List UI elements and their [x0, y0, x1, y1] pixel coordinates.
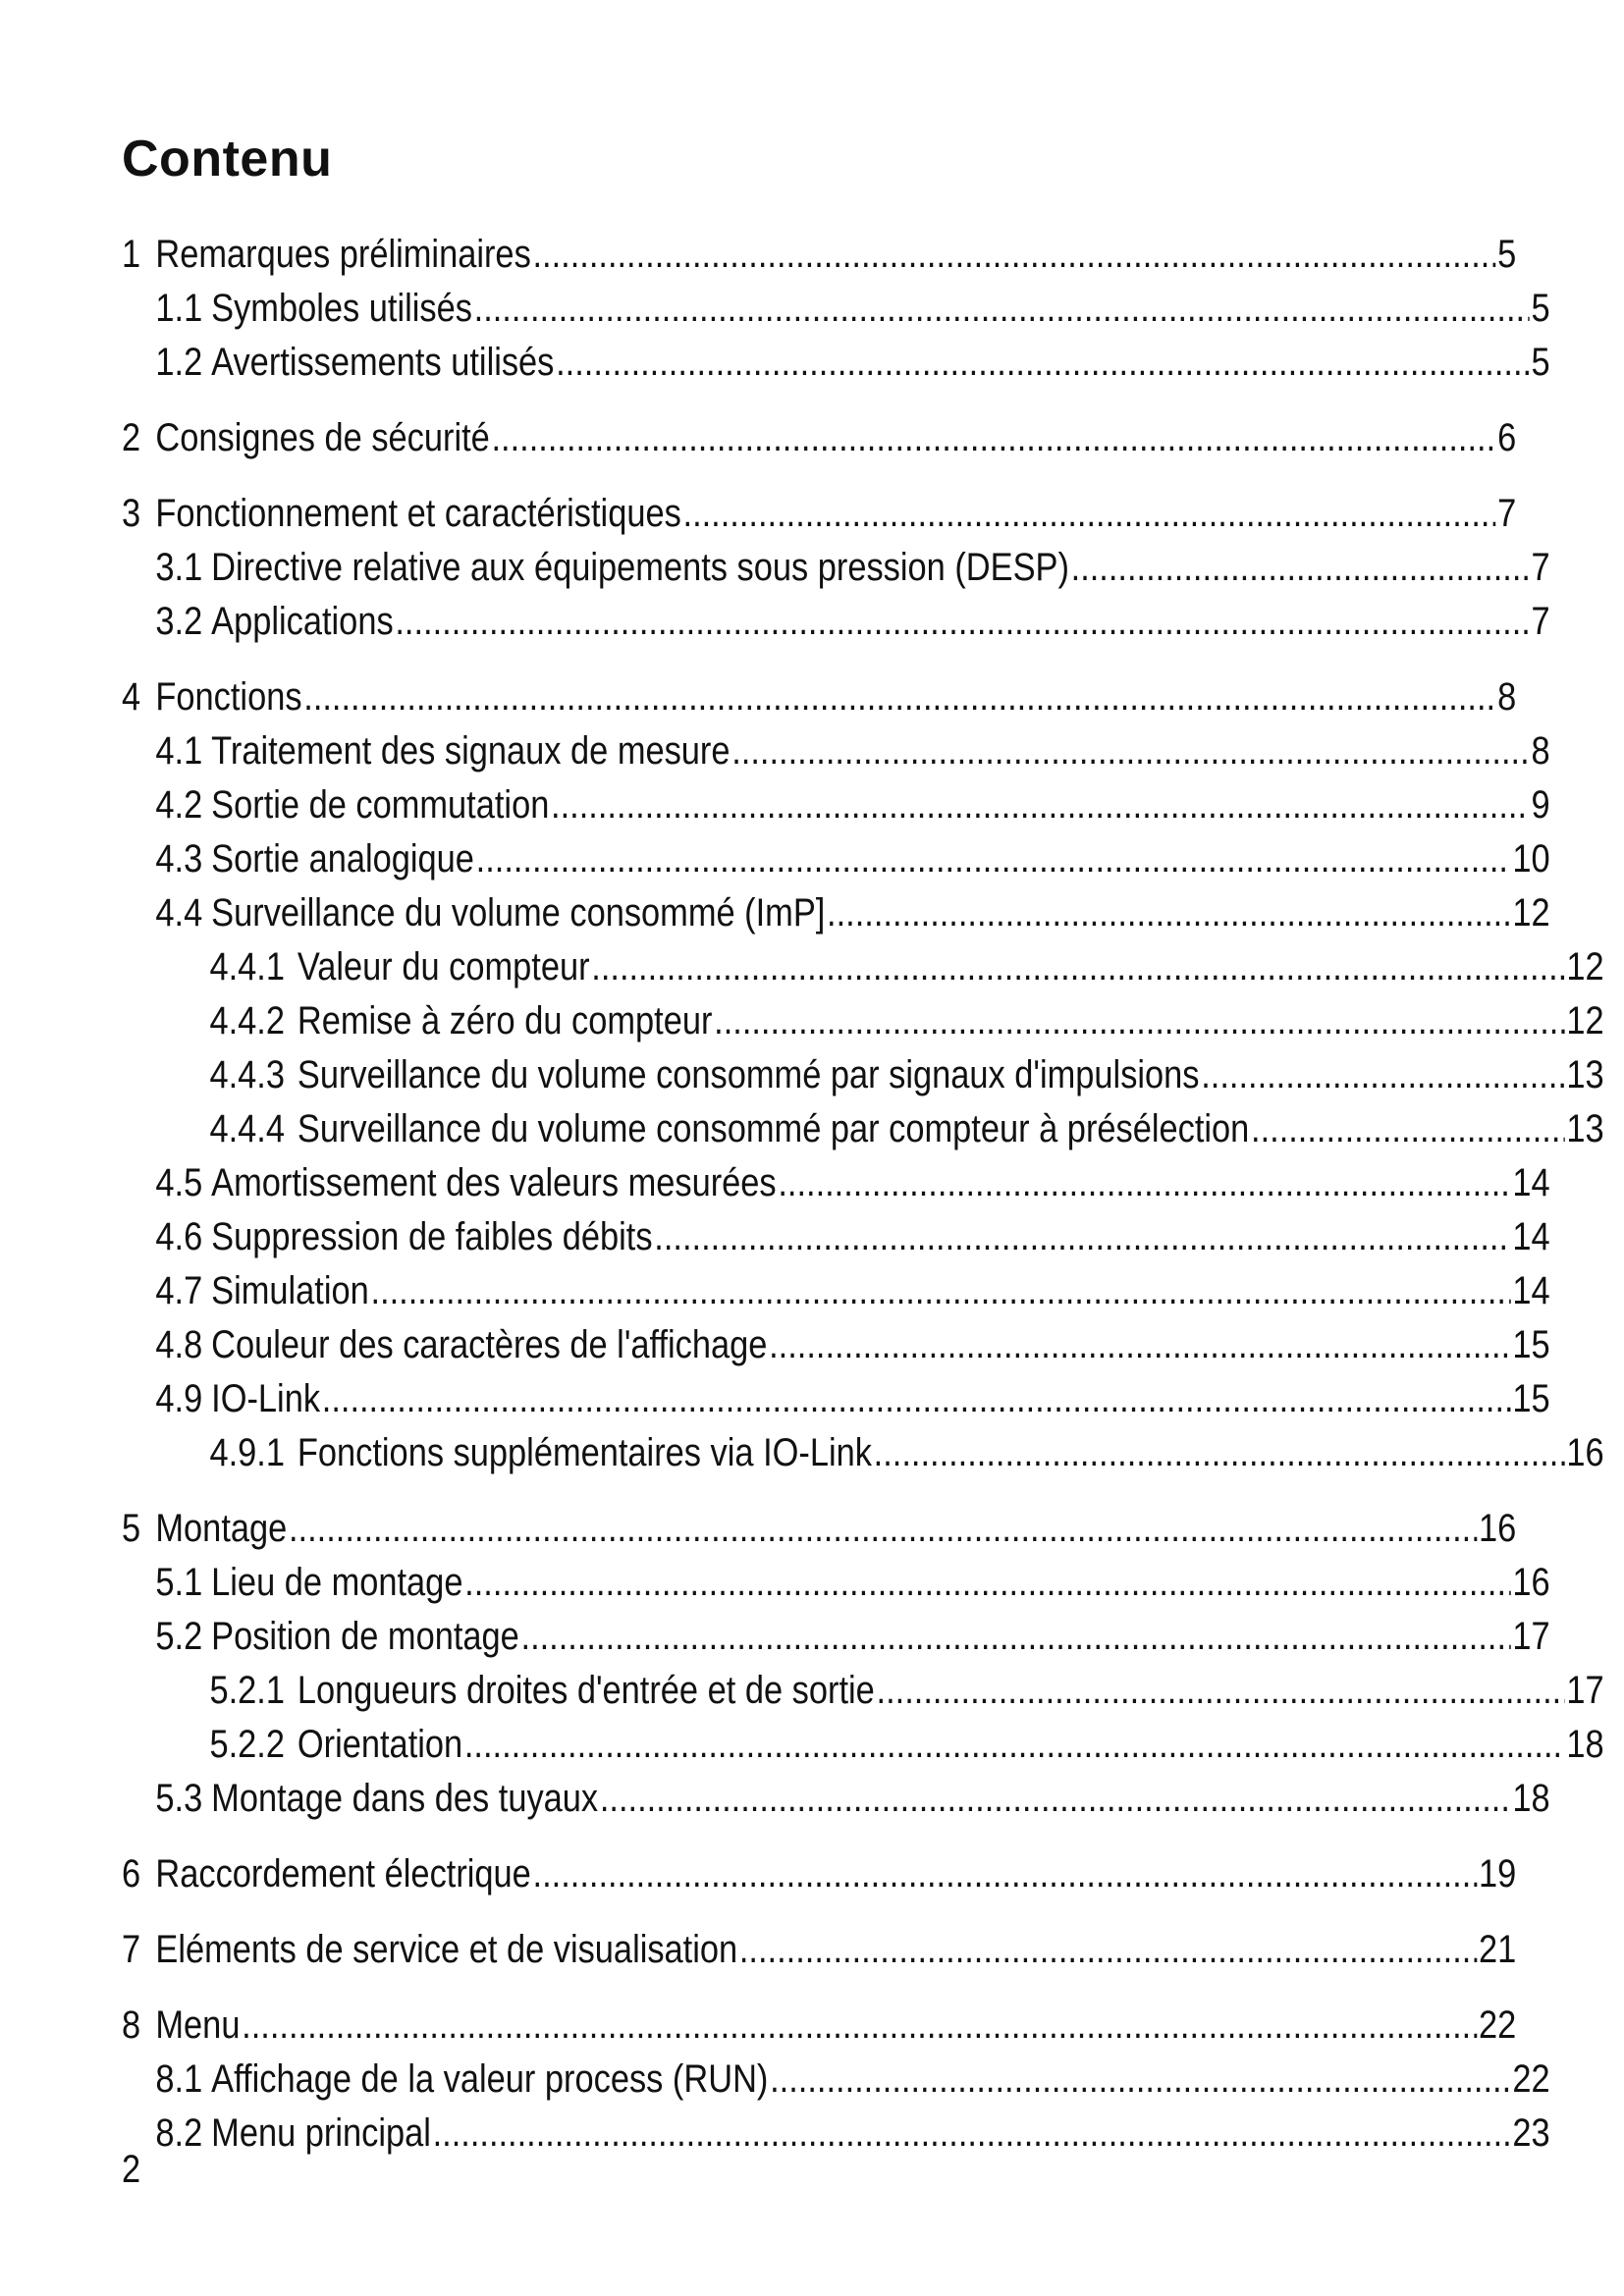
toc-entry-page: 6: [1497, 416, 1517, 459]
toc-entry-page: 8: [1497, 675, 1517, 719]
toc-entry-page: 17: [1512, 1615, 1550, 1658]
toc-dot-leader: [1251, 1102, 1565, 1156]
toc-dot-leader: [474, 282, 1530, 336]
toc-entry-number: 4.2: [155, 783, 203, 827]
toc-entry-page: 13: [1566, 1053, 1604, 1096]
toc-entry-label: Avertissements utilisés: [211, 341, 555, 384]
toc-entry-page: 5: [1531, 341, 1550, 384]
toc-dot-leader: [769, 1318, 1511, 1372]
toc-dot-leader: [533, 1847, 1478, 1901]
toc-dot-leader: [289, 1502, 1477, 1556]
toc-entry-label: Longueurs droites d'entrée et de sortie: [297, 1669, 875, 1712]
toc-entry-label: Symboles utilisés: [211, 287, 472, 330]
toc-entry-4-4-2[interactable]: [122, 994, 1604, 1048]
toc-dot-leader: [739, 1923, 1477, 1977]
toc-entry-2[interactable]: [122, 411, 1516, 465]
toc-entry-label: Montage dans des tuyaux: [211, 1777, 599, 1820]
toc-entry-number: 1.2: [155, 341, 203, 384]
page-number: 2: [122, 2148, 141, 2191]
toc-entry-page: 22: [1512, 2057, 1550, 2101]
toc-entry-page: 8: [1531, 729, 1550, 773]
toc-entry-page: 16: [1478, 1507, 1517, 1550]
toc-entry-number: 3: [122, 492, 141, 535]
toc-entry-page: 5: [1497, 233, 1517, 276]
toc-entry-number: 4.5: [155, 1161, 203, 1204]
toc-entry-label: Sortie analogique: [211, 837, 474, 881]
toc-entry-5-2[interactable]: [122, 1610, 1550, 1664]
toc-entry-4-8[interactable]: [122, 1318, 1550, 1372]
toc-entry-label: Menu: [155, 2003, 241, 2047]
toc-entry-4-9-1[interactable]: [122, 1426, 1604, 1480]
toc-entry-4-4[interactable]: [122, 886, 1550, 940]
toc-entry-number: 6: [122, 1852, 141, 1896]
toc-entry-label: Directive relative aux équipements sous pression (DESP): [211, 546, 1069, 589]
toc-entry-number: 4.4: [155, 891, 203, 934]
toc-entry-number: 4.8: [155, 1323, 203, 1366]
toc-entry-page: 7: [1531, 600, 1550, 643]
toc-dot-leader: [322, 1372, 1511, 1426]
toc-entry-number: 1: [122, 233, 141, 276]
toc-dot-leader: [1071, 541, 1530, 595]
toc-entry-4-4-4[interactable]: [122, 1102, 1604, 1156]
toc-entry-page: 12: [1566, 999, 1604, 1042]
toc-entry-page: 10: [1512, 837, 1550, 881]
toc-entry-label: Montage: [155, 1507, 288, 1550]
toc-dot-leader: [464, 1718, 1565, 1772]
toc-dot-leader: [714, 994, 1565, 1048]
toc-dot-leader: [1201, 1048, 1564, 1102]
toc-entry-number: 5: [122, 1507, 141, 1550]
toc-entry-5-3[interactable]: [122, 1772, 1550, 1826]
toc-entry-5-2-2[interactable]: [122, 1718, 1604, 1772]
toc-entry-page: 12: [1566, 945, 1604, 988]
toc-entry-page: 14: [1512, 1215, 1550, 1258]
toc-entry-page: 15: [1512, 1377, 1550, 1420]
toc-entry-4-1[interactable]: [122, 724, 1550, 778]
toc-entry-1-1[interactable]: [122, 282, 1550, 336]
toc-dot-leader: [778, 1156, 1510, 1210]
toc-entry-label: Orientation: [297, 1723, 463, 1766]
table-of-contents: [122, 228, 1604, 2161]
toc-entry-label: Traitement des signaux de mesure: [211, 729, 731, 773]
toc-entry-label: Eléments de service et de visualisation: [155, 1928, 738, 1971]
toc-entry-5-1[interactable]: [122, 1556, 1550, 1610]
toc-dot-leader: [464, 1556, 1510, 1610]
toc-dot-leader: [600, 1772, 1511, 1826]
toc-entry-page: 16: [1512, 1561, 1550, 1604]
toc-entry-label: Applications: [211, 600, 394, 643]
toc-entry-8-1[interactable]: [122, 2053, 1550, 2107]
toc-dot-leader: [683, 487, 1496, 541]
toc-entry-number: 5.2: [155, 1615, 203, 1658]
toc-dot-leader: [303, 670, 1495, 724]
toc-entry-number: 8.2: [155, 2111, 203, 2155]
toc-entry-label: Menu principal: [211, 2111, 431, 2155]
toc-entry-4-4-3[interactable]: [122, 1048, 1604, 1102]
toc-entry-number: 4.9: [155, 1377, 203, 1420]
toc-entry-number: 5.3: [155, 1777, 203, 1820]
toc-dot-leader: [370, 1264, 1510, 1318]
toc-entry-page: 23: [1512, 2111, 1550, 2155]
toc-entry-page: 15: [1512, 1323, 1550, 1366]
toc-entry-3[interactable]: [122, 487, 1516, 541]
toc-entry-page: 13: [1566, 1107, 1604, 1150]
toc-dot-leader: [521, 1610, 1511, 1664]
toc-dot-leader: [476, 832, 1511, 886]
toc-entry-page: 9: [1531, 783, 1550, 827]
toc-entry-page: 22: [1478, 2003, 1517, 2047]
toc-dot-leader: [242, 1999, 1477, 2053]
toc-entry-label: Affichage de la valeur process (RUN): [211, 2057, 769, 2101]
toc-entry-4-2[interactable]: [122, 778, 1550, 832]
page-title: Contenu: [122, 131, 333, 187]
toc-entry-page: 7: [1497, 492, 1517, 535]
toc-entry-number: 4.4.3: [209, 1053, 285, 1096]
toc-entry-page: 19: [1478, 1852, 1517, 1896]
toc-entry-page: 5: [1531, 287, 1550, 330]
toc-entry-5[interactable]: [122, 1502, 1516, 1556]
toc-entry-5-2-1[interactable]: [122, 1664, 1604, 1718]
toc-entry-number: 4.7: [155, 1269, 203, 1312]
toc-dot-leader: [827, 886, 1511, 940]
toc-entry-number: 1.1: [155, 287, 203, 330]
toc-entry-label: Valeur du compteur: [297, 945, 590, 988]
toc-entry-4-5[interactable]: [122, 1156, 1550, 1210]
toc-dot-leader: [532, 228, 1495, 282]
toc-dot-leader: [731, 724, 1530, 778]
toc-entry-page: 14: [1512, 1269, 1550, 1312]
toc-entry-label: Consignes de sécurité: [155, 416, 490, 459]
toc-entry-4-7[interactable]: [122, 1264, 1550, 1318]
toc-entry-8-2[interactable]: [122, 2107, 1550, 2161]
toc-entry-3-1[interactable]: [122, 541, 1550, 595]
toc-entry-number: 3.1: [155, 546, 203, 589]
toc-entry-page: 14: [1512, 1161, 1550, 1204]
toc-entry-page: 16: [1566, 1431, 1604, 1474]
toc-entry-label: Surveillance du volume consommé par compteur à présélection: [297, 1107, 1250, 1150]
toc-dot-leader: [556, 336, 1530, 390]
toc-entry-label: Remise à zéro du compteur: [297, 999, 713, 1042]
toc-entry-4-3[interactable]: [122, 832, 1550, 886]
toc-dot-leader: [433, 2107, 1511, 2161]
toc-dot-leader: [395, 595, 1529, 649]
toc-entry-label: Fonctionnement et caractéristiques: [155, 492, 681, 535]
toc-entry-4-4-1[interactable]: [122, 940, 1604, 994]
toc-entry-number: 4.4.1: [209, 945, 285, 988]
toc-entry-7[interactable]: [122, 1923, 1516, 1977]
toc-entry-label: Amortissement des valeurs mesurées: [211, 1161, 777, 1204]
toc-entry-page: 12: [1512, 891, 1550, 934]
toc-dot-leader: [877, 1664, 1565, 1718]
toc-entry-page: 7: [1531, 546, 1550, 589]
toc-entry-number: 4.3: [155, 837, 203, 881]
toc-entry-number: 5.2.1: [209, 1669, 285, 1712]
toc-dot-leader: [770, 2053, 1511, 2107]
toc-entry-number: 4.9.1: [209, 1431, 285, 1474]
toc-dot-leader: [591, 940, 1564, 994]
toc-dot-leader: [551, 778, 1530, 832]
toc-entry-label: Fonctions supplémentaires via IO-Link: [297, 1431, 872, 1474]
toc-entry-number: 7: [122, 1928, 141, 1971]
toc-entry-8[interactable]: [122, 1999, 1516, 2053]
toc-entry-number: 4.4.2: [209, 999, 285, 1042]
toc-entry-page: 21: [1478, 1928, 1517, 1971]
toc-dot-leader: [874, 1426, 1565, 1480]
toc-dot-leader: [491, 411, 1495, 465]
toc-entry-label: IO-Link: [211, 1377, 321, 1420]
toc-entry-page: 18: [1566, 1723, 1604, 1766]
toc-dot-leader: [654, 1210, 1510, 1264]
toc-entry-label: Fonctions: [155, 675, 302, 719]
toc-entry-1[interactable]: [122, 228, 1516, 282]
toc-entry-label: Suppression de faibles débits: [211, 1215, 653, 1258]
toc-entry-number: 8: [122, 2003, 141, 2047]
toc-entry-page: 17: [1566, 1669, 1604, 1712]
toc-entry-label: Raccordement électrique: [155, 1852, 531, 1896]
toc-entry-label: Surveillance du volume consommé (ImP]: [211, 891, 826, 934]
toc-entry-page: 18: [1512, 1777, 1550, 1820]
toc-entry-4-6[interactable]: [122, 1210, 1550, 1264]
toc-entry-number: 4: [122, 675, 141, 719]
toc-entry-label: Sortie de commutation: [211, 783, 550, 827]
toc-entry-number: 8.1: [155, 2057, 203, 2101]
toc-entry-label: Simulation: [211, 1269, 369, 1312]
toc-entry-number: 4.6: [155, 1215, 203, 1258]
toc-entry-1-2[interactable]: [122, 336, 1550, 390]
toc-entry-label: Remarques préliminaires: [155, 233, 531, 276]
toc-entry-number: 5.2.2: [209, 1723, 285, 1766]
toc-entry-4-9[interactable]: [122, 1372, 1550, 1426]
toc-entry-label: Position de montage: [211, 1615, 519, 1658]
toc-entry-label: Couleur des caractères de l'affichage: [211, 1323, 768, 1366]
toc-entry-4[interactable]: [122, 670, 1516, 724]
toc-entry-label: Surveillance du volume consommé par signaux d'impulsions: [297, 1053, 1200, 1096]
toc-entry-number: 2: [122, 416, 141, 459]
toc-entry-label: Lieu de montage: [211, 1561, 463, 1604]
toc-entry-number: 4.1: [155, 729, 203, 773]
toc-entry-number: 5.1: [155, 1561, 203, 1604]
toc-entry-6[interactable]: [122, 1847, 1516, 1901]
toc-entry-number: 3.2: [155, 600, 203, 643]
toc-entry-number: 4.4.4: [209, 1107, 285, 1150]
toc-entry-3-2[interactable]: [122, 595, 1550, 649]
